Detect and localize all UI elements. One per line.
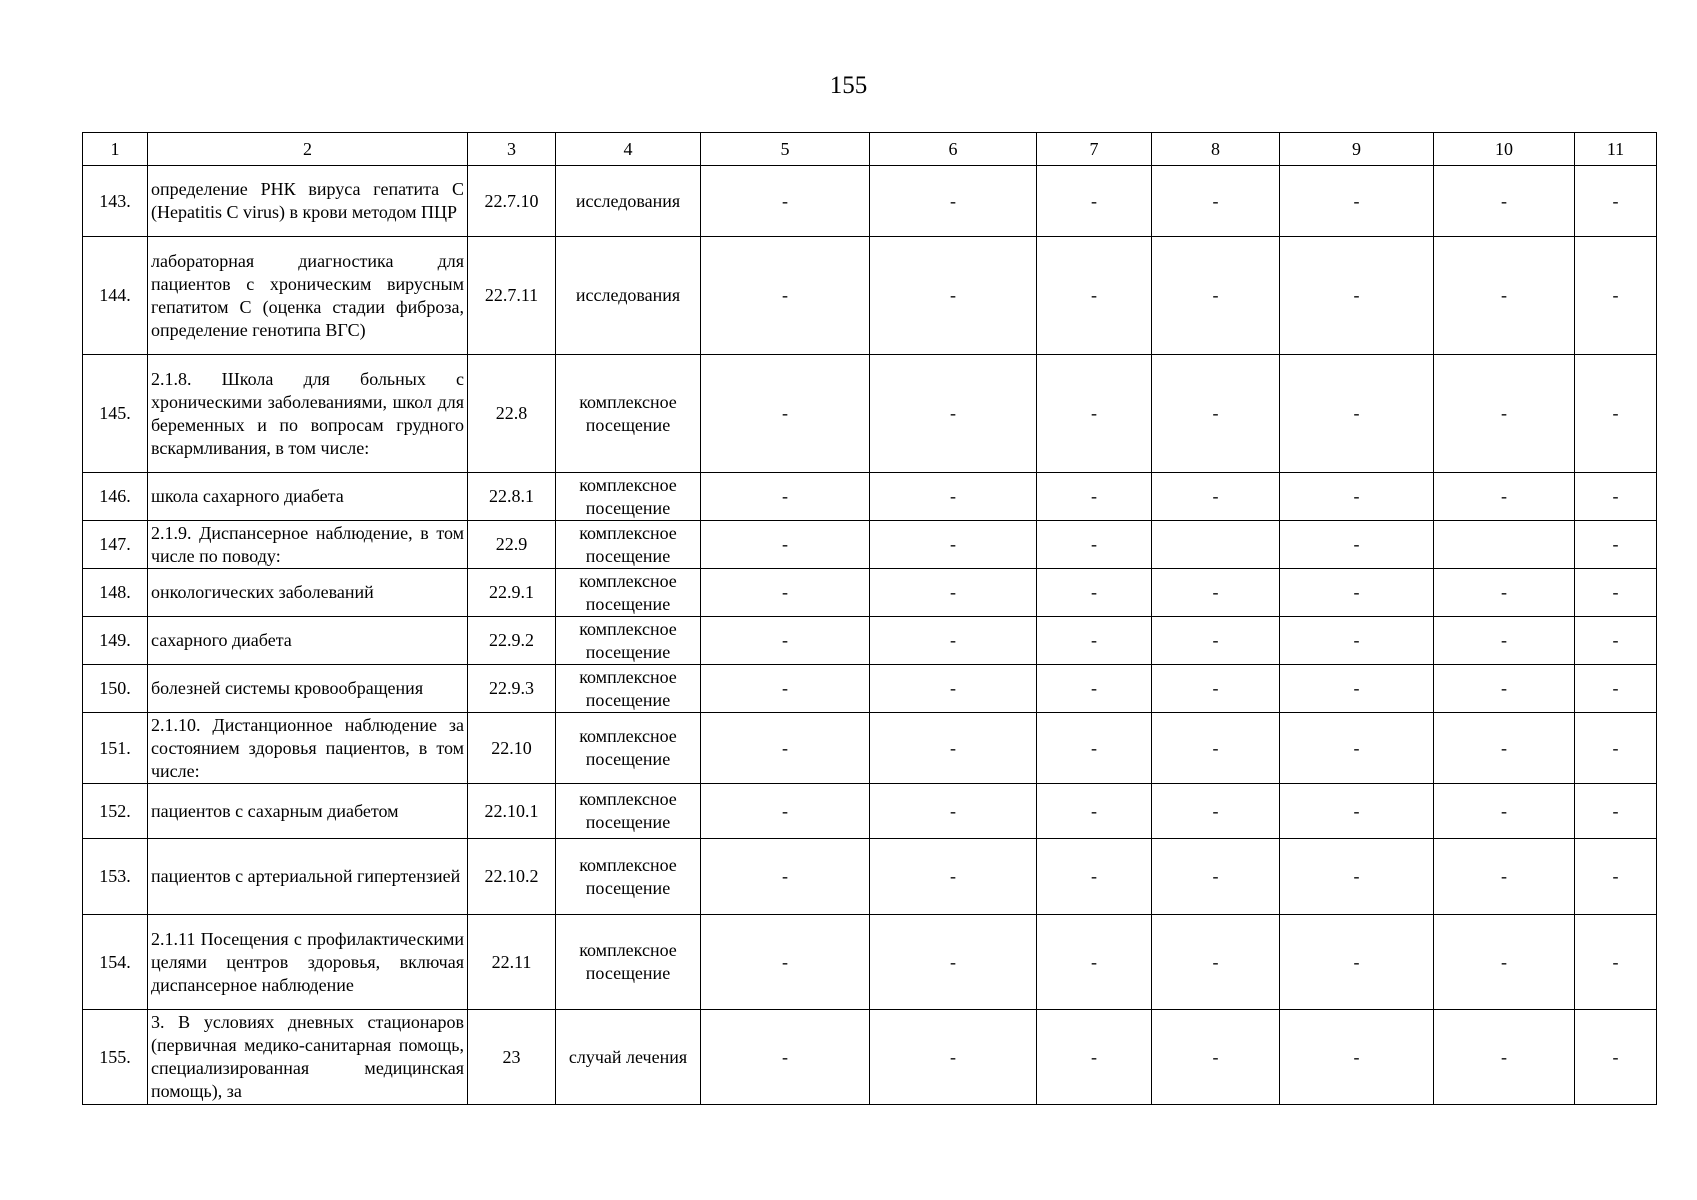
row-value: - (1037, 1010, 1152, 1105)
row-value: - (701, 617, 870, 665)
table-row (83, 839, 1657, 915)
row-description: лабораторная диагностика для пациентов с хроническим вирусным гепатитом С (оценка стадии фиброза, определение генотипа ВГС) (148, 237, 468, 355)
row-number: 144. (83, 237, 148, 355)
row-code: 22.10 (468, 713, 556, 784)
row-value: - (701, 713, 870, 784)
row-value: - (1280, 473, 1434, 521)
row-value: - (1575, 713, 1657, 784)
column-header: 11 (1575, 133, 1657, 166)
row-value: - (870, 473, 1037, 521)
row-value: - (701, 839, 870, 915)
table-row (83, 617, 1657, 665)
row-unit: комплексное посещение (556, 665, 701, 713)
row-value: - (701, 569, 870, 617)
row-value: - (1575, 915, 1657, 1010)
row-value: - (1575, 355, 1657, 473)
row-unit: исследования (556, 237, 701, 355)
row-unit: комплексное посещение (556, 569, 701, 617)
row-value: - (701, 473, 870, 521)
row-value: - (1280, 915, 1434, 1010)
table-row (83, 713, 1657, 784)
row-code: 22.7.11 (468, 237, 556, 355)
row-value: - (1152, 237, 1280, 355)
row-code: 22.8.1 (468, 473, 556, 521)
row-value: - (1434, 569, 1575, 617)
row-value: - (1037, 237, 1152, 355)
row-value: - (1434, 166, 1575, 237)
row-unit: случай лечения (556, 1010, 701, 1105)
row-code: 22.7.10 (468, 166, 556, 237)
row-value: - (1152, 713, 1280, 784)
column-header: 4 (556, 133, 701, 166)
row-value: - (1280, 569, 1434, 617)
table-row (83, 521, 1657, 569)
row-description: болезней системы кровообращения (148, 665, 468, 713)
row-value: - (1152, 166, 1280, 237)
column-header-row (83, 133, 1657, 166)
row-value: - (1434, 915, 1575, 1010)
row-code: 23 (468, 1010, 556, 1105)
column-header: 2 (148, 133, 468, 166)
row-value: - (1434, 665, 1575, 713)
row-value: - (1037, 473, 1152, 521)
table-row (83, 915, 1657, 1010)
row-value: - (701, 166, 870, 237)
row-value: - (1280, 839, 1434, 915)
row-value: - (701, 665, 870, 713)
row-value: - (1280, 237, 1434, 355)
row-number: 147. (83, 521, 148, 569)
row-description: сахарного диабета (148, 617, 468, 665)
row-value: - (1575, 617, 1657, 665)
row-value: - (701, 784, 870, 839)
row-description: 2.1.10. Дистанционное наблюдение за состоянием здоровья пациентов, в том числе: (148, 713, 468, 784)
row-value: - (1575, 569, 1657, 617)
page-number: 155 (829, 72, 868, 99)
row-description: 2.1.11 Посещения с профилактическими целями центров здоровья, включая диспансерное наблюдение (148, 915, 468, 1010)
row-value: - (870, 665, 1037, 713)
row-value: - (1152, 355, 1280, 473)
row-code: 22.9 (468, 521, 556, 569)
row-value: - (1037, 355, 1152, 473)
row-value: - (1037, 784, 1152, 839)
row-value: - (701, 237, 870, 355)
row-value: - (1037, 569, 1152, 617)
row-description: 2.1.9. Диспансерное наблюдение, в том числе по поводу: (148, 521, 468, 569)
row-value: - (1037, 166, 1152, 237)
row-unit: комплексное посещение (556, 915, 701, 1010)
row-number: 146. (83, 473, 148, 521)
row-description: определение РНК вируса гепатита С (Hepatitis C virus) в крови методом ПЦР (148, 166, 468, 237)
row-code: 22.9.2 (468, 617, 556, 665)
row-description: школа сахарного диабета (148, 473, 468, 521)
row-unit: комплексное посещение (556, 713, 701, 784)
row-code: 22.9.1 (468, 569, 556, 617)
column-header: 1 (83, 133, 148, 166)
row-value: - (870, 237, 1037, 355)
row-value: - (1434, 839, 1575, 915)
row-value: - (1037, 915, 1152, 1010)
table-row (83, 355, 1657, 473)
table-row (83, 473, 1657, 521)
data-table (82, 132, 1657, 1105)
row-value: - (1434, 713, 1575, 784)
row-value: - (870, 1010, 1037, 1105)
row-value: - (1434, 237, 1575, 355)
row-value: - (870, 355, 1037, 473)
column-header: 7 (1037, 133, 1152, 166)
row-value: - (1037, 839, 1152, 915)
row-number: 150. (83, 665, 148, 713)
row-unit: комплексное посещение (556, 355, 701, 473)
row-value: - (1152, 569, 1280, 617)
row-value: - (1280, 166, 1434, 237)
row-description: пациентов с сахарным диабетом (148, 784, 468, 839)
column-header: 3 (468, 133, 556, 166)
row-value: - (1434, 1010, 1575, 1105)
row-value: - (1575, 473, 1657, 521)
row-number: 154. (83, 915, 148, 1010)
row-value: - (1280, 617, 1434, 665)
row-value: - (1575, 166, 1657, 237)
column-header: 5 (701, 133, 870, 166)
row-value: - (1037, 665, 1152, 713)
row-number: 153. (83, 839, 148, 915)
row-number: 145. (83, 355, 148, 473)
row-value: - (1575, 665, 1657, 713)
column-header: 6 (870, 133, 1037, 166)
table-row (83, 166, 1657, 237)
row-unit: комплексное посещение (556, 839, 701, 915)
row-value: - (701, 355, 870, 473)
row-value: - (870, 839, 1037, 915)
row-value: - (701, 915, 870, 1010)
row-value: - (870, 569, 1037, 617)
row-value: - (1152, 915, 1280, 1010)
row-value: - (1280, 355, 1434, 473)
row-code: 22.10.2 (468, 839, 556, 915)
row-value: - (1037, 617, 1152, 665)
table-row (83, 784, 1657, 839)
row-value (1434, 521, 1575, 569)
row-unit: комплексное посещение (556, 473, 701, 521)
row-value: - (1152, 665, 1280, 713)
row-value: - (1434, 784, 1575, 839)
table-row (83, 237, 1657, 355)
row-code: 22.10.1 (468, 784, 556, 839)
row-value: - (1152, 784, 1280, 839)
row-description: 3. В условиях дневных стационаров (первичная медико-санитарная помощь, специализированная медицинская помощь), за (148, 1010, 468, 1105)
row-description: онкологических заболеваний (148, 569, 468, 617)
row-value: - (870, 784, 1037, 839)
row-number: 151. (83, 713, 148, 784)
column-header: 9 (1280, 133, 1434, 166)
row-code: 22.9.3 (468, 665, 556, 713)
row-value: - (870, 521, 1037, 569)
row-value: - (1434, 473, 1575, 521)
row-unit: исследования (556, 166, 701, 237)
row-value: - (1280, 784, 1434, 839)
row-number: 155. (83, 1010, 148, 1105)
row-code: 22.11 (468, 915, 556, 1010)
row-number: 143. (83, 166, 148, 237)
row-unit: комплексное посещение (556, 617, 701, 665)
row-value: - (1575, 839, 1657, 915)
row-description: пациентов с артериальной гипертензией (148, 839, 468, 915)
column-header: 8 (1152, 133, 1280, 166)
row-value: - (1280, 521, 1434, 569)
row-value: - (1280, 713, 1434, 784)
row-unit: комплексное посещение (556, 784, 701, 839)
row-value (1152, 521, 1280, 569)
row-value: - (1152, 473, 1280, 521)
row-value: - (1575, 1010, 1657, 1105)
row-value: - (1575, 521, 1657, 569)
row-value: - (870, 713, 1037, 784)
row-number: 148. (83, 569, 148, 617)
row-description: 2.1.8. Школа для больных с хроническими заболеваниями, школ для беременных и по вопросам грудного вскармливания, в том числе: (148, 355, 468, 473)
table-row (83, 665, 1657, 713)
row-unit: комплексное посещение (556, 521, 701, 569)
row-value: - (1280, 1010, 1434, 1105)
row-value: - (1434, 617, 1575, 665)
row-value: - (870, 166, 1037, 237)
row-value: - (1037, 713, 1152, 784)
row-value: - (701, 521, 870, 569)
row-value: - (1575, 237, 1657, 355)
row-value: - (870, 617, 1037, 665)
row-value: - (1152, 617, 1280, 665)
table-row (83, 569, 1657, 617)
row-number: 152. (83, 784, 148, 839)
row-value: - (1434, 355, 1575, 473)
table-row (83, 1010, 1657, 1105)
row-number: 149. (83, 617, 148, 665)
column-header: 10 (1434, 133, 1575, 166)
row-value: - (701, 1010, 870, 1105)
row-value: - (1280, 665, 1434, 713)
row-value: - (1152, 1010, 1280, 1105)
row-value: - (1037, 521, 1152, 569)
row-code: 22.8 (468, 355, 556, 473)
row-value: - (1575, 784, 1657, 839)
row-value: - (870, 915, 1037, 1010)
row-value: - (1152, 839, 1280, 915)
